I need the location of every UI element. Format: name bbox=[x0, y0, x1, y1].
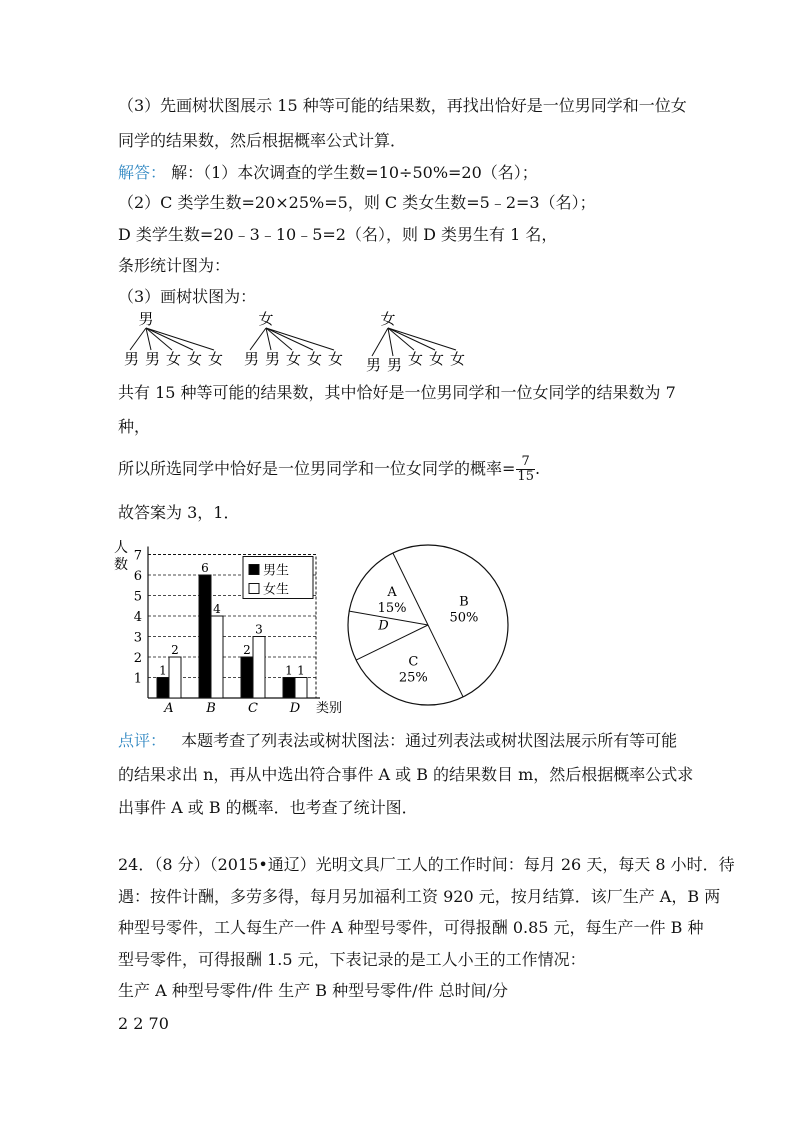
x-tick-label: A bbox=[164, 701, 174, 716]
tree-branch bbox=[266, 328, 313, 350]
tree-leaf: 女 bbox=[328, 350, 344, 368]
probability-end: . bbox=[534, 459, 541, 478]
analysis-line-2: 同学的结果数，然后根据概率公式计算． bbox=[118, 131, 407, 150]
tree-branch bbox=[388, 328, 435, 350]
tree-diagram bbox=[110, 308, 470, 378]
tree-leaf: 男 bbox=[145, 350, 161, 368]
bar-value-label: 2 bbox=[171, 643, 179, 657]
review-label: 点评： bbox=[118, 731, 167, 750]
bar-value-label: 1 bbox=[285, 663, 293, 678]
tree-branch bbox=[388, 328, 414, 350]
bar-D-0 bbox=[283, 678, 295, 699]
answer-line-2: （2）C 类学生数=20×25%=5，则 C 类女生数=5﹣2=3（名）； bbox=[118, 193, 596, 212]
tree-branch bbox=[250, 328, 266, 350]
bar-C-0 bbox=[241, 657, 253, 698]
answer-line-3: D 类学生数=20﹣3﹣10﹣5=2（名），则 D 类男生有 1 名， bbox=[118, 225, 558, 244]
question-24-line-1: 24．（8 分）（2015•通辽）光明文具厂工人的工作时间：每月 26 天，每天 8 小时．待 bbox=[118, 855, 735, 874]
pie-slice-label-C: C bbox=[408, 654, 419, 670]
bar-B-1 bbox=[211, 616, 223, 698]
probability-line bbox=[118, 455, 540, 484]
tree-root-1: 女 bbox=[258, 310, 274, 328]
tree-leaf: 男 bbox=[366, 356, 382, 374]
review-line-3: 出事件 A 或 B 的概率．也考查了统计图． bbox=[118, 798, 418, 817]
tree-branch bbox=[388, 328, 456, 350]
tree-leaf: 女 bbox=[450, 350, 466, 368]
tree-root-2: 女 bbox=[380, 310, 396, 328]
pie-slice-label-B: B bbox=[459, 594, 469, 610]
pie-chart bbox=[343, 540, 513, 710]
legend-label: 男生 bbox=[263, 563, 290, 579]
tree-leaf: 女 bbox=[307, 350, 323, 368]
y-tick-label: 5 bbox=[133, 589, 142, 605]
pie-slice-label-A: A bbox=[387, 584, 397, 600]
fraction-denominator: 15 bbox=[517, 469, 534, 484]
y-tick-label: 3 bbox=[133, 630, 142, 646]
question-24-line-2: 遇：按件计酬，多劳多得，每月另加福利工资 920 元，按月结算．该厂生产 A，B 两 bbox=[118, 887, 721, 906]
tree-leaf: 男 bbox=[244, 350, 260, 368]
bar-D-1 bbox=[295, 678, 307, 699]
answer-label: 解答： bbox=[118, 163, 167, 182]
bar-value-label: 1 bbox=[297, 663, 305, 678]
answer-line-4: 条形统计图为： bbox=[118, 256, 231, 275]
analysis-line-1: （3）先画树状图展示 15 种等可能的结果数，再找出恰好是一位男同学和一位女 bbox=[118, 96, 687, 115]
pie-slice-pct-C: 25% bbox=[398, 670, 428, 686]
x-axis-label: 类别 bbox=[316, 701, 343, 716]
tree-leaf: 男 bbox=[265, 350, 281, 368]
y-tick-label: 2 bbox=[133, 651, 142, 666]
bar-value-label: 1 bbox=[159, 663, 167, 678]
bar-value-label: 4 bbox=[213, 602, 221, 616]
answer-line-1 bbox=[118, 162, 538, 184]
question-24-line-5: 生产 A 种型号零件/件 生产 B 种型号零件/件 总时间/分 bbox=[118, 981, 509, 1000]
answer-line-5: （3）画树状图为： bbox=[118, 287, 257, 306]
answer-line-7: 种， bbox=[118, 417, 151, 436]
pie-slice-pct-A: 15% bbox=[377, 600, 407, 616]
bar-C-1 bbox=[253, 637, 265, 699]
bar-A-0 bbox=[157, 678, 169, 699]
final-answer-line: 故答案为 3，1． bbox=[118, 503, 240, 522]
tree-root-0: 男 bbox=[138, 310, 154, 328]
x-tick-label: B bbox=[206, 701, 216, 716]
legend-label: 女生 bbox=[263, 582, 290, 598]
tree-branch bbox=[372, 328, 388, 356]
tree-leaf: 女 bbox=[208, 350, 224, 368]
fraction-numerator: 7 bbox=[516, 455, 535, 470]
y-tick-label: 1 bbox=[133, 671, 142, 687]
legend-swatch bbox=[249, 584, 259, 594]
tree-leaf: 男 bbox=[124, 350, 140, 368]
x-tick-label: C bbox=[248, 701, 258, 716]
x-tick-label: D bbox=[289, 701, 301, 716]
bar-B-0 bbox=[199, 575, 211, 698]
question-24-line-6: 2 2 70 bbox=[118, 1014, 169, 1033]
review-line-2: 的结果求出 n，再从中选出符合事件 A 或 B 的结果数目 m，然后根据概率公式求 bbox=[118, 765, 694, 784]
bar-value-label: 2 bbox=[243, 643, 251, 657]
y-axis-label-char: 数 bbox=[114, 557, 128, 573]
legend-swatch bbox=[249, 565, 259, 575]
answer-text-1: 解：（1）本次调查的学生数=10÷50%=20（名）； bbox=[171, 163, 538, 182]
tree-branch bbox=[146, 328, 214, 350]
probability-fraction bbox=[516, 455, 535, 484]
tree-leaf: 男 bbox=[387, 356, 403, 374]
tree-leaf: 女 bbox=[408, 350, 424, 368]
pie-slice-label-D: D bbox=[378, 618, 389, 634]
tree-branch bbox=[130, 328, 146, 350]
y-tick-label: 4 bbox=[133, 610, 142, 625]
review-text-1: 本题考查了列表法或树状图法：通过列表法或树状图法展示所有等可能 bbox=[181, 731, 678, 750]
bar-chart bbox=[110, 538, 350, 718]
review-line-1 bbox=[118, 730, 677, 752]
y-tick-label: 6 bbox=[133, 569, 142, 584]
tree-leaf: 女 bbox=[166, 350, 182, 368]
tree-leaf: 女 bbox=[187, 350, 203, 368]
tree-branch bbox=[266, 328, 334, 350]
question-24-line-4: 型号零件，可得报酬 1.5 元，下表记录的是工人小王的工作情况： bbox=[118, 950, 586, 969]
tree-leaf: 女 bbox=[286, 350, 302, 368]
bar-value-label: 3 bbox=[255, 622, 263, 637]
tree-leaf: 女 bbox=[429, 350, 445, 368]
pie-slice-pct-B: 50% bbox=[449, 610, 479, 626]
y-axis-label-char: 人 bbox=[114, 540, 128, 556]
bar-value-label: 6 bbox=[201, 561, 209, 575]
bar-A-1 bbox=[169, 657, 181, 698]
answer-line-6: 共有 15 种等可能的结果数，其中恰好是一位男同学和一位女同学的结果数为 7 bbox=[118, 383, 676, 402]
question-24-line-3: 种型号零件，工人每生产一件 A 种型号零件，可得报酬 0.85 元，每生产一件 B 种 bbox=[118, 918, 704, 937]
tree-branch bbox=[146, 328, 193, 350]
y-tick-label: 7 bbox=[133, 548, 142, 564]
probability-text: 所以所选同学中恰好是一位男同学和一位女同学的概率= bbox=[118, 459, 516, 478]
